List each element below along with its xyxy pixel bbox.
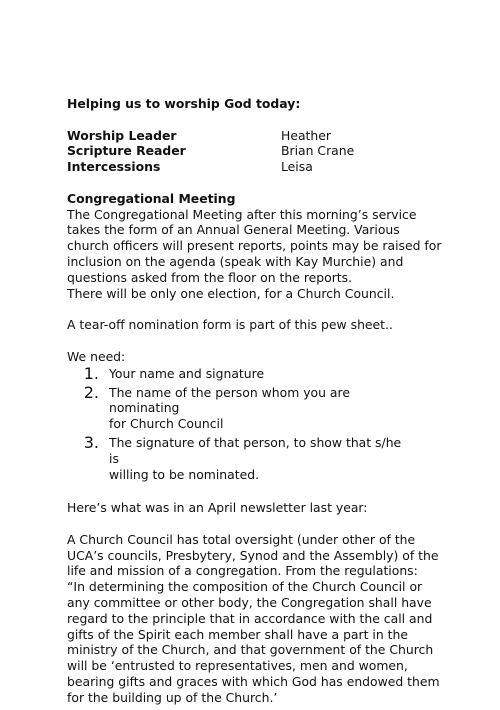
spacer bbox=[67, 112, 487, 128]
meeting-line: The Congregational Meeting after this morning’s service bbox=[67, 206, 417, 222]
list-item-line: Your name and signature bbox=[109, 365, 265, 381]
list-item-line: willing to be nominated. bbox=[109, 466, 260, 482]
council-line: gifts of the Spirit each member shall have a part in the bbox=[67, 626, 408, 642]
role-label-worship-leader: Worship Leader bbox=[67, 127, 177, 143]
role-name-scripture-reader: Brian Crane bbox=[281, 143, 355, 159]
list-item bbox=[67, 384, 487, 432]
council-line: bearing gifts and graces with which God has endowed them bbox=[67, 673, 440, 689]
meeting-title: Congregational Meeting bbox=[67, 190, 236, 206]
spacer bbox=[67, 175, 487, 191]
meeting-line: takes the form of an Annual General Meeting. Various bbox=[67, 222, 400, 238]
list-item-line: for Church Council bbox=[109, 416, 224, 432]
list-item-text bbox=[109, 434, 409, 482]
list-number: 1. bbox=[83, 363, 99, 383]
needs-list bbox=[67, 365, 487, 483]
list-item bbox=[67, 434, 487, 482]
list-item-line: The signature of that person, to show that s/he is bbox=[109, 434, 402, 466]
list-number: 3. bbox=[83, 432, 99, 452]
list-item bbox=[67, 365, 487, 382]
pew-sheet-page bbox=[67, 96, 487, 705]
meeting-line: inclusion on the agenda (speak with Kay Murchie) and bbox=[67, 253, 404, 269]
worship-heading: Helping us to worship God today: bbox=[67, 96, 301, 111]
role-name-intercessions: Leisa bbox=[281, 159, 313, 175]
role-name-worship-leader: Heather bbox=[281, 127, 331, 143]
spacer bbox=[67, 301, 487, 317]
meeting-line: There will be only one election, for a Church Council. bbox=[67, 285, 395, 301]
spacer bbox=[67, 516, 487, 532]
council-paragraph bbox=[67, 532, 487, 706]
council-line: for the building up of the Church.’ bbox=[67, 689, 278, 705]
list-item-line: The name of the person whom you are nominating bbox=[109, 384, 350, 416]
council-line: will be ‘entrusted to representatives, men and women, bbox=[67, 658, 408, 674]
council-line: “In determining the composition of the Church Council or bbox=[67, 579, 423, 595]
meeting-paragraph bbox=[67, 207, 487, 302]
roles-list bbox=[67, 128, 487, 175]
council-line: regard to the principle that in accordance with the call and bbox=[67, 610, 433, 626]
role-label-intercessions: Intercessions bbox=[67, 159, 161, 175]
nomination-form-note: A tear-off nomination form is part of this pew sheet.. bbox=[67, 317, 393, 333]
list-item-text bbox=[109, 365, 409, 382]
spacer bbox=[67, 484, 487, 500]
needs-intro: We need: bbox=[67, 348, 126, 364]
council-line: ministry of the Church, and that government of the Church bbox=[67, 642, 434, 658]
council-line: A Church Council has total oversight (under other of the bbox=[67, 531, 416, 547]
list-item-text bbox=[109, 384, 409, 432]
list-number: 2. bbox=[83, 382, 99, 402]
council-line: life and mission of a congregation. From the regulations: bbox=[67, 563, 418, 579]
newsletter-intro: Here’s what was in an April newsletter last year: bbox=[67, 500, 368, 516]
meeting-line: church officers will present reports, points may be raised for bbox=[67, 238, 442, 254]
role-label-scripture-reader: Scripture Reader bbox=[67, 143, 186, 159]
meeting-line: questions asked from the floor on the reports. bbox=[67, 269, 353, 285]
council-line: UCA’s councils, Presbytery, Synod and the Assembly) of the bbox=[67, 547, 439, 563]
spacer bbox=[67, 333, 487, 349]
council-line: any committee or other body, the Congregation shall have bbox=[67, 594, 432, 610]
